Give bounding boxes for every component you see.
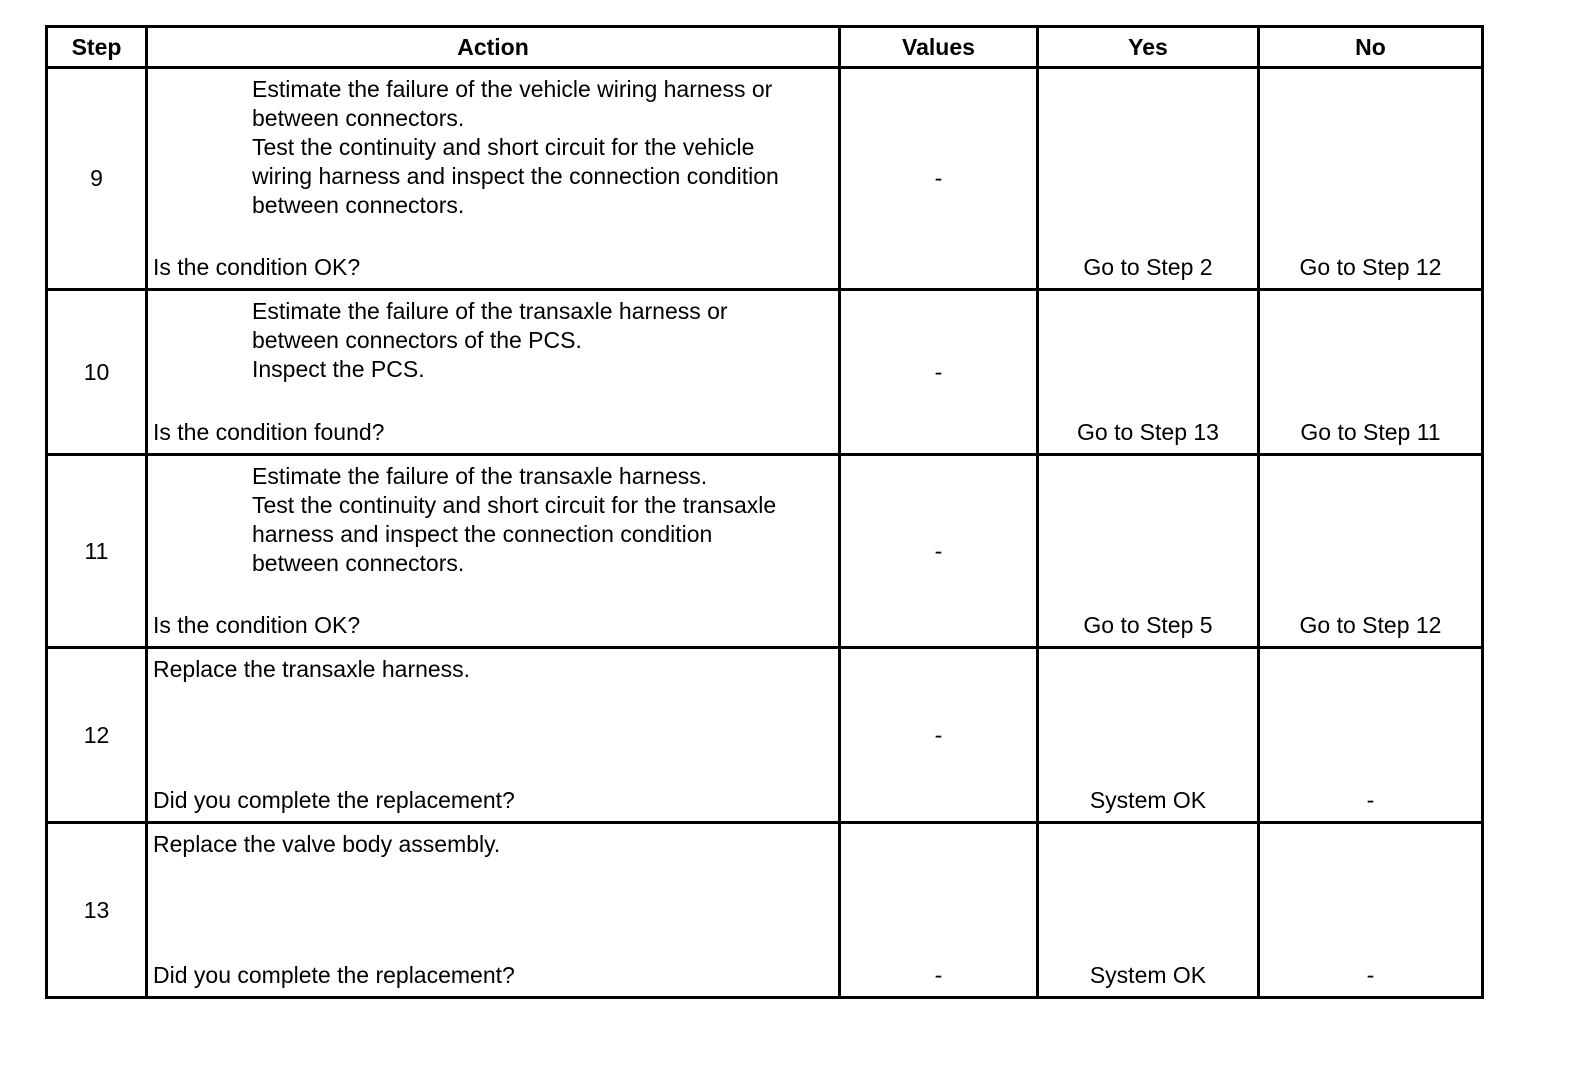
yes-cell: Go to Step 13 — [1038, 290, 1259, 455]
values-cell: - — [840, 68, 1038, 290]
values-cell: - — [840, 823, 1038, 998]
no-cell: - — [1259, 823, 1483, 998]
diagnostic-table — [45, 25, 1484, 999]
diagnostic-table-container — [45, 25, 1481, 998]
action-line: between connectors. — [252, 192, 465, 218]
action-question: Did you complete the replacement? — [153, 787, 515, 813]
values-cell: - — [840, 648, 1038, 823]
action-cell — [147, 455, 840, 648]
yes-cell: System OK — [1038, 648, 1259, 823]
action-steps — [252, 462, 832, 578]
action-text: Replace the valve body assembly. — [153, 831, 501, 857]
header-step: Step — [47, 27, 147, 68]
no-cell: Go to Step 12 — [1259, 455, 1483, 648]
table-row — [47, 455, 1483, 648]
yes-cell: Go to Step 5 — [1038, 455, 1259, 648]
step-number: 13 — [47, 823, 147, 998]
table-row — [47, 68, 1483, 290]
action-line: Test the continuity and short circuit for the transaxle — [252, 492, 777, 518]
header-action: Action — [147, 27, 840, 68]
action-cell — [147, 823, 840, 998]
step-number: 10 — [47, 290, 147, 455]
no-cell: Go to Step 12 — [1259, 68, 1483, 290]
yes-cell: Go to Step 2 — [1038, 68, 1259, 290]
values-cell: - — [840, 290, 1038, 455]
step-number: 9 — [47, 68, 147, 290]
action-steps — [252, 297, 832, 384]
header-yes: Yes — [1038, 27, 1259, 68]
table-row — [47, 823, 1483, 998]
action-question: Is the condition OK? — [153, 254, 361, 280]
action-cell — [147, 648, 840, 823]
action-question: Is the condition found? — [153, 419, 385, 445]
action-line: Estimate the failure of the transaxle harness or — [252, 298, 728, 324]
action-line: wiring harness and inspect the connection condition — [252, 163, 779, 189]
action-line: between connectors. — [252, 105, 465, 131]
step-number: 12 — [47, 648, 147, 823]
header-values: Values — [840, 27, 1038, 68]
table-row — [47, 648, 1483, 823]
action-line: Estimate the failure of the vehicle wiring harness or — [252, 76, 773, 102]
step-number: 11 — [47, 455, 147, 648]
action-line: harness and inspect the connection condition — [252, 521, 713, 547]
header-no: No — [1259, 27, 1483, 68]
action-question: Did you complete the replacement? — [153, 962, 515, 988]
values-cell: - — [840, 455, 1038, 648]
header-row — [47, 27, 1483, 68]
table-row — [47, 290, 1483, 455]
action-line: Inspect the PCS. — [252, 356, 425, 382]
action-line: Estimate the failure of the transaxle harness. — [252, 463, 708, 489]
action-steps — [252, 75, 832, 220]
action-cell — [147, 68, 840, 290]
action-cell — [147, 290, 840, 455]
action-question: Is the condition OK? — [153, 612, 361, 638]
action-line: Test the continuity and short circuit for the vehicle — [252, 134, 755, 160]
action-line: between connectors. — [252, 550, 465, 576]
yes-cell: System OK — [1038, 823, 1259, 998]
action-line: between connectors of the PCS. — [252, 327, 582, 353]
no-cell: Go to Step 11 — [1259, 290, 1483, 455]
action-text: Replace the transaxle harness. — [153, 656, 471, 682]
no-cell: - — [1259, 648, 1483, 823]
